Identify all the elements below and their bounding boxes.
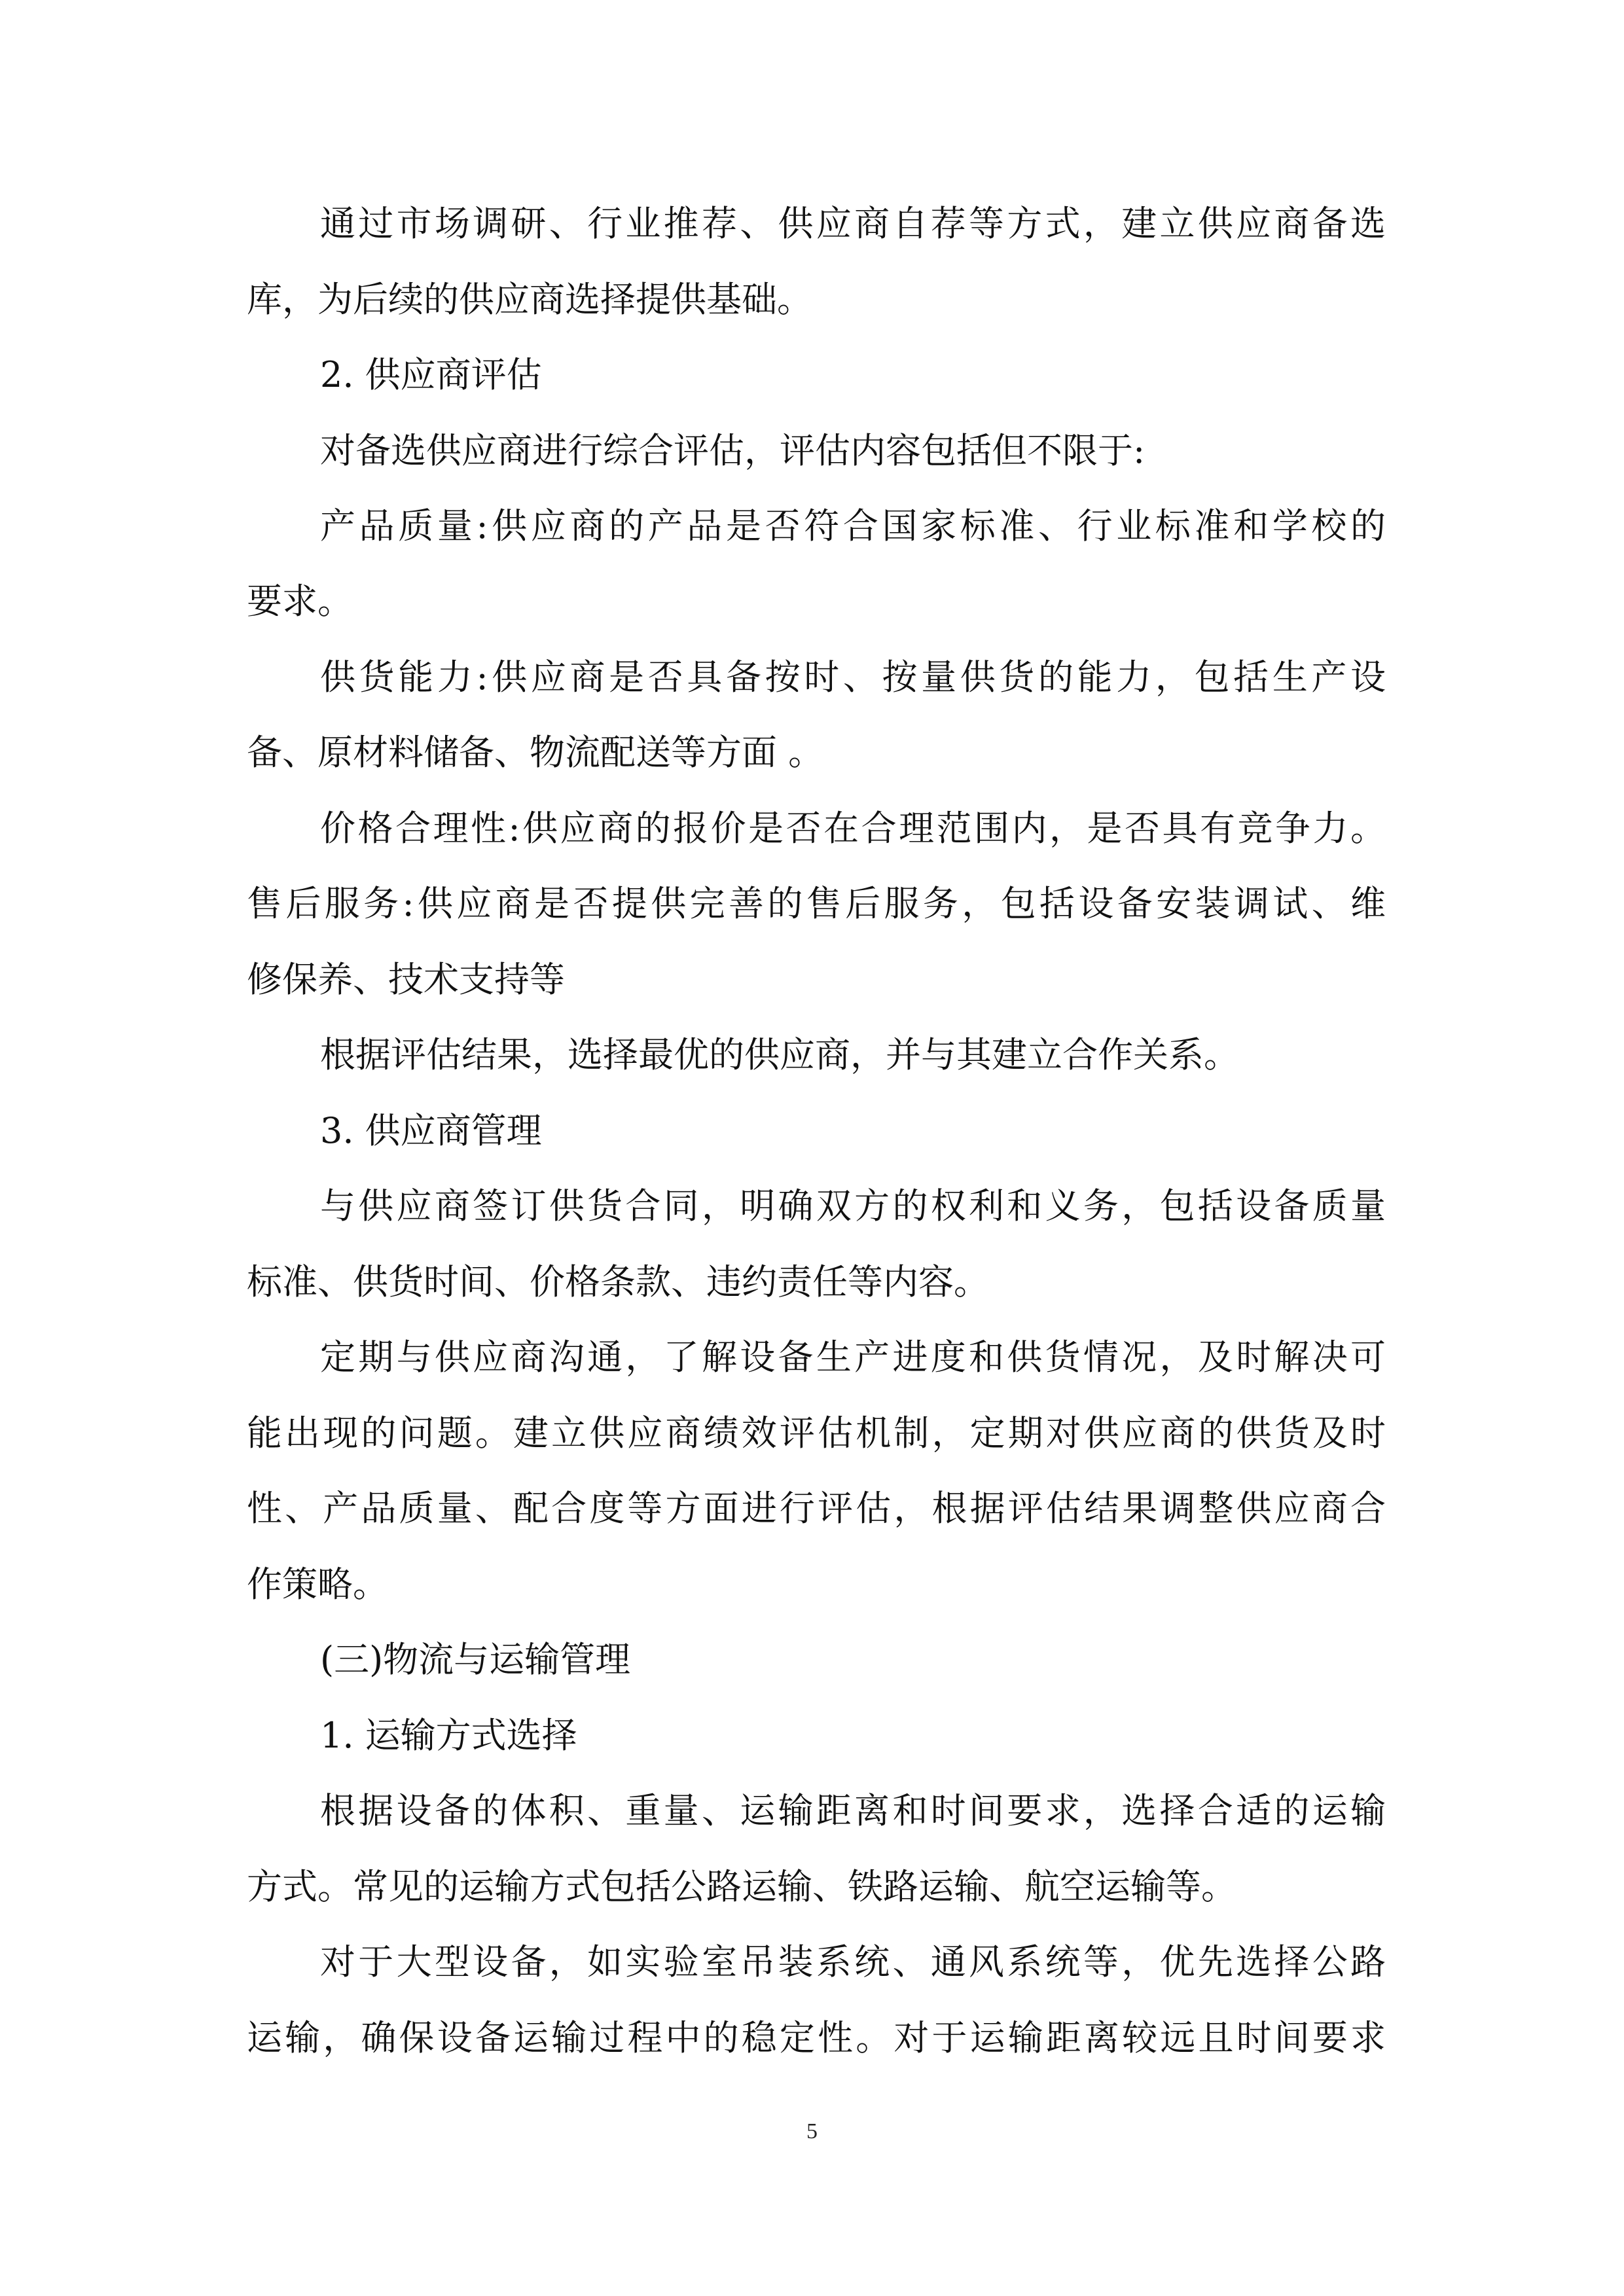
page-number: 5 bbox=[806, 2119, 818, 2144]
section-heading: 1. 运输方式选择 bbox=[320, 1715, 577, 1756]
section-heading: 2. 供应商评估 bbox=[320, 354, 542, 395]
paragraph-line: 根据评估结果，选择最优的供应商，并与其建立合作关系。 bbox=[320, 1034, 1239, 1075]
paragraph-line: 产品质量:供应商的产品是否符合国家标准、行业标准和学校的 bbox=[320, 505, 1386, 547]
paragraph-line: 要求。 bbox=[247, 581, 353, 622]
paragraph-line: 通过市场调研、行业推荐、供应商自荐等方式，建立供应商备选 bbox=[320, 203, 1386, 244]
paragraph-line: 方式。常见的运输方式包括公路运输、铁路运输、航空运输等。 bbox=[247, 1866, 1236, 1907]
paragraph-line: 标准、供货时间、价格条款、违约责任等内容。 bbox=[247, 1261, 989, 1302]
paragraph-line: 与供应商签订供货合同，明确双方的权利和义务，包括设备质量 bbox=[320, 1185, 1386, 1227]
document-page bbox=[247, 0, 1386, 2296]
paragraph-line: 定期与供应商沟通，了解设备生产进度和供货情况，及时解决可 bbox=[320, 1336, 1386, 1378]
paragraph-line: 修保养、技术支持等 bbox=[247, 959, 565, 1000]
paragraph-line: 售后服务:供应商是否提供完善的售后服务，包括设备安装调试、维 bbox=[247, 883, 1386, 924]
paragraph-line: 备、原材料储备、物流配送等方面 。 bbox=[247, 732, 824, 773]
paragraph-line: 能出现的问题。建立供应商绩效评估机制，定期对供应商的供货及时 bbox=[247, 1412, 1386, 1454]
section-heading: (三)物流与运输管理 bbox=[320, 1639, 631, 1680]
paragraph-line: 库，为后续的供应商选择提供基础。 bbox=[247, 279, 812, 320]
paragraph-line: 对于大型设备，如实验室吊装系统、通风系统等，优先选择公路 bbox=[320, 1941, 1386, 1982]
paragraph-line: 对备选供应商进行综合评估，评估内容包括但不限于: bbox=[320, 430, 1146, 471]
section-heading: 3. 供应商管理 bbox=[320, 1110, 542, 1151]
paragraph-line: 根据设备的体积、重量、运输距离和时间要求，选择合适的运输 bbox=[320, 1790, 1386, 1831]
paragraph-line: 价格合理性:供应商的报价是否在合理范围内，是否具有竞争力。 bbox=[320, 808, 1386, 849]
paragraph-line: 作策略。 bbox=[247, 1564, 388, 1605]
paragraph-line: 性、产品质量、配合度等方面进行评估，根据评估结果调整供应商合 bbox=[247, 1488, 1386, 1529]
paragraph-line: 供货能力:供应商是否具备按时、按量供货的能力，包括生产设 bbox=[320, 656, 1386, 698]
paragraph-line: 运输，确保设备运输过程中的稳定性。对于运输距离较远且时间要求 bbox=[247, 2017, 1386, 2058]
